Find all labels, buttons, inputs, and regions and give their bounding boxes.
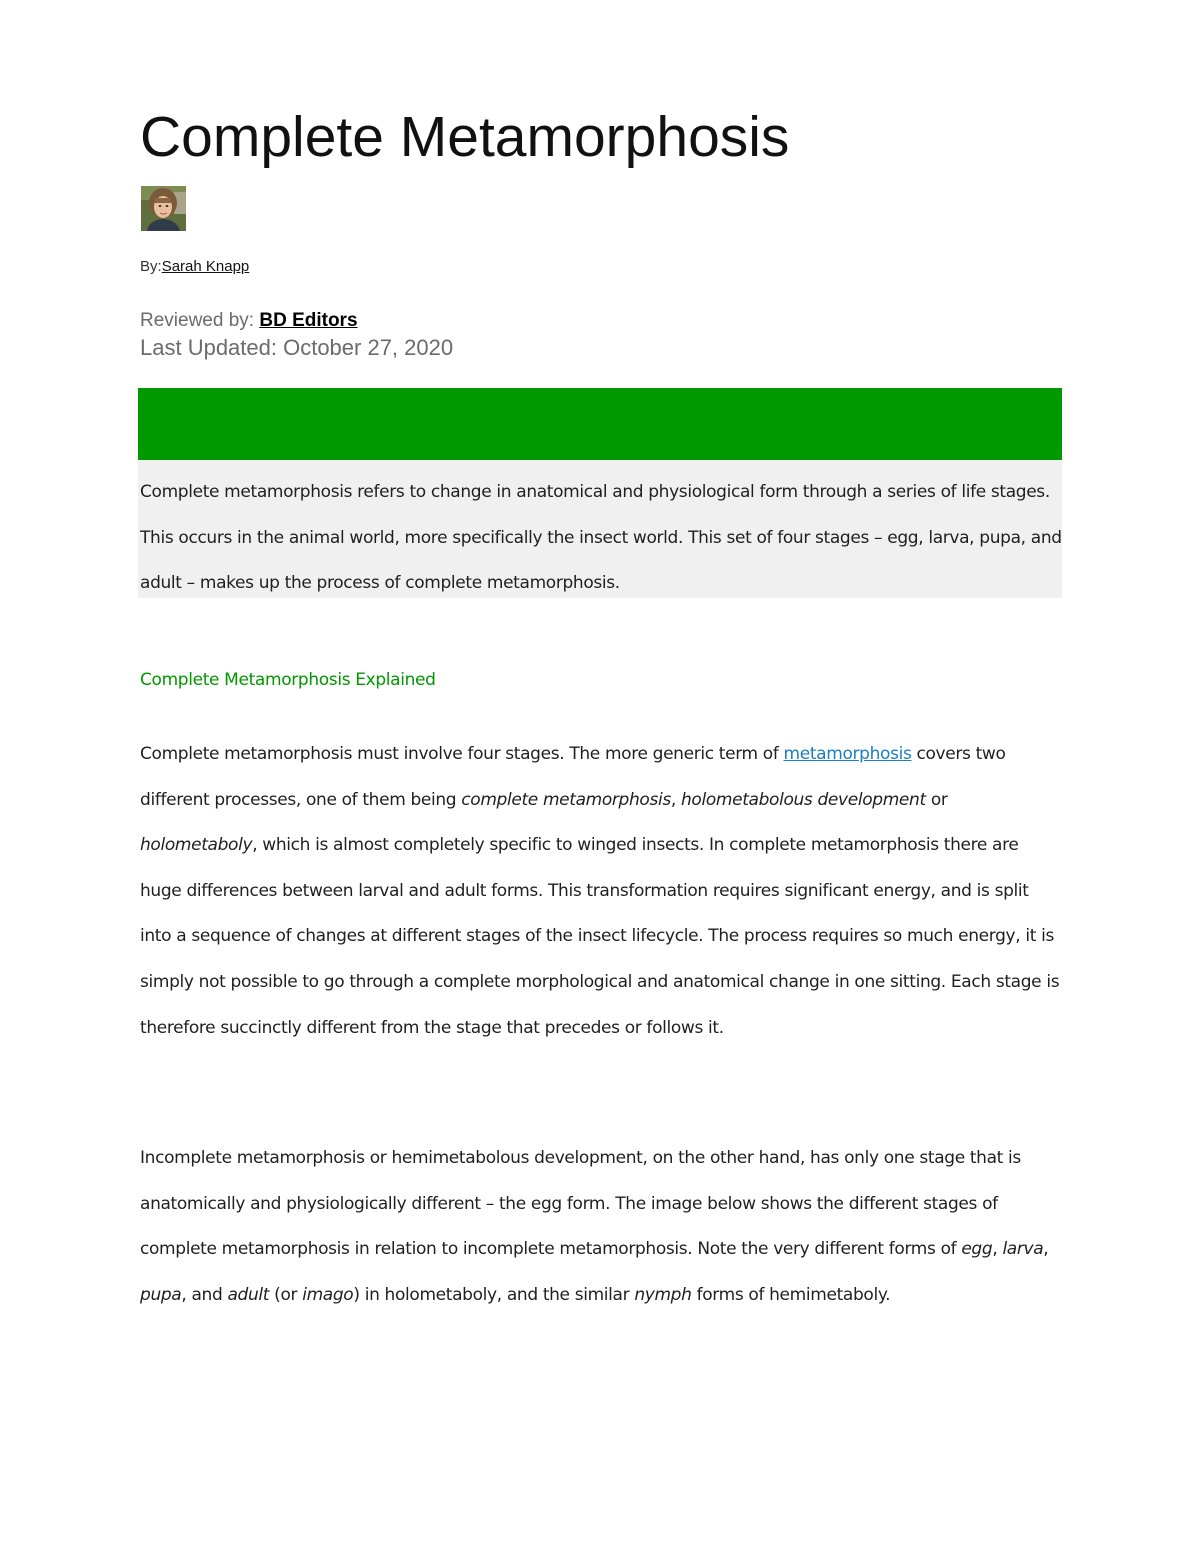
reviewed-label: Reviewed by: [140,310,260,331]
metamorphosis-link[interactable]: metamorphosis [783,744,912,764]
text-run: , which is almost completely specific to winged insects. In complete metamorphosis there are huge differences between larval and adult forms. This transformation requires significant energy, and is split into a sequence of changes at different stages of the insect lifecycle. The process requires so much energy, it is simply not possible to go through a complete morphological and anatomical change in one sitting. Each stage is therefore succinctly different from the stage that precedes or follows it. [140,835,1060,1038]
reviewer-link[interactable]: BD Editors [259,310,358,331]
green-banner [138,388,1062,460]
italic-term: holometaboly [140,835,253,856]
text-run: , [670,789,681,810]
by-label: By: [140,258,162,275]
section-heading: Complete Metamorphosis Explained [140,670,436,690]
summary-box [138,460,1062,598]
italic-term: complete metamorphosis [461,789,671,810]
italic-term: nymph [634,1284,692,1305]
paragraph-incomplete [140,1136,1062,1318]
author-photo [141,186,186,231]
italic-term: pupa [140,1284,182,1305]
text-run: Complete metamorphosis must involve four stages. The more generic term of [140,744,784,764]
author-link[interactable]: Sarah Knapp [161,258,250,275]
summary-text: Complete metamorphosis refers to change in anatomical and physiological form through a series of life stages. This occurs in the animal world, more specifically the insect world. This set of four stages – egg, larva, pupa, and adult – makes up the process of complete metamorphosis. [140,482,1062,593]
italic-term: holometabolous development [680,789,926,810]
author-byline [140,257,249,277]
text-run: or [925,789,948,810]
text-run: covers two different processes, one of them being [140,744,1006,810]
italic-term: larva [1002,1239,1044,1260]
reviewed-by [140,309,358,333]
page-title: Complete Metamorphosis [140,105,790,169]
text-run: Incomplete metamorphosis or hemimetabolous development, on the other hand, has only one stage that is anatomically and physiologically different – the egg form. The image below shows the different stages of complete metamorphosis in relation to incomplete metamorphosis. Note the very different forms of [140,1148,1021,1260]
text-run: , [1043,1239,1049,1260]
author-avatar[interactable] [141,186,186,231]
paragraph-explained [140,732,1062,1051]
italic-term: adult [227,1284,270,1305]
text-run: , and [181,1284,228,1305]
last-updated: Last Updated: October 27, 2020 [140,335,454,360]
italic-term: egg [961,1239,993,1260]
text-run: (or [269,1284,303,1305]
text-run: , [992,1239,1003,1260]
italic-term: imago [302,1284,354,1305]
text-run: forms of hemimetaboly. [691,1284,891,1305]
text-run: ) in holometaboly, and the similar [353,1284,635,1305]
